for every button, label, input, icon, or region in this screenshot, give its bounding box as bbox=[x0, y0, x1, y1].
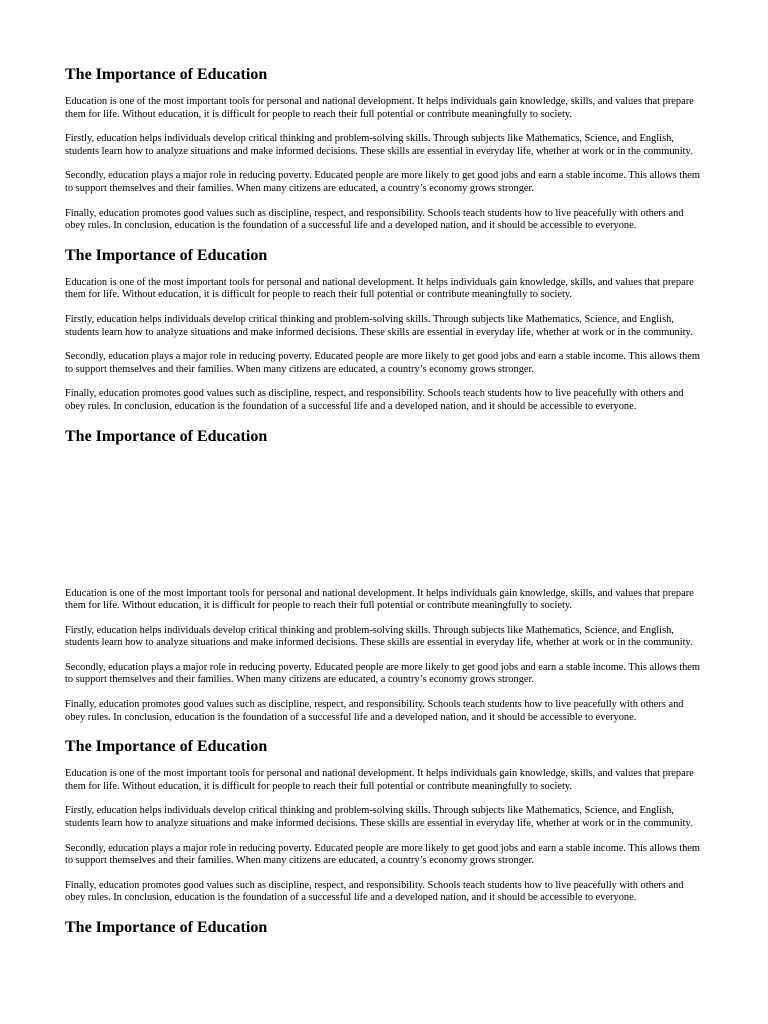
section-heading: The Importance of Education bbox=[65, 738, 268, 756]
blank-space bbox=[65, 458, 705, 588]
paragraph: Secondly, education plays a major role in reducing poverty. Educated people are more likely to get good jobs and earn a stable income. This allows them to support themselves and their families. When many citizens are educated, a country’s economy grows stronger. bbox=[65, 351, 700, 375]
paragraph: Education is one of the most important tools for personal and national development. It helps individuals gain knowledge, skills, and values that prepare them for life. Without education, it is difficult for people to reach their full potential or contribute meaningfully to society. bbox=[65, 276, 694, 301]
section-heading: The Importance of Education bbox=[65, 919, 268, 936]
paragraph: Finally, education promotes good values such as discipline, respect, and responsibility. Schools teach students how to live peacefully with others and obey rules. In conclusion, education is the foundation of a successful life and a developed nation, and it should be accessible to everyone. bbox=[65, 879, 684, 904]
paragraph: Secondly, education plays a major role in reducing poverty. Educated people are more likely to get good jobs and earn a stable income. This allows them to support themselves and their families. When many citizens are educated, a country’s economy grows stronger. bbox=[65, 661, 700, 686]
essay-section bbox=[65, 426, 705, 725]
section-heading: The Importance of Education bbox=[65, 66, 268, 83]
paragraph: Education is one of the most important tools for personal and national development. It helps individuals gain knowledge, skills, and values that prepare them for life. Without education, it is difficult for people to reach their full potential or contribute meaningfully to society. bbox=[65, 587, 694, 612]
paragraph: Finally, education promotes good values such as discipline, respect, and responsibility. Schools teach students how to live peacefully with others and obey rules. In conclusion, education is the foundation of a successful life and a developed nation, and it should be accessible to everyone. bbox=[65, 388, 684, 412]
paragraph: Education is one of the most important tools for personal and national development. It helps individuals gain knowledge, skills, and values that prepare them for life. Without education, it is difficult for people to reach their full potential or contribute meaningfully to society. bbox=[65, 96, 694, 120]
section-heading: The Importance of Education bbox=[65, 427, 268, 445]
paragraph: Finally, education promotes good values such as discipline, respect, and responsibility. Schools teach students how to live peacefully with others and obey rules. In conclusion, education is the foundation of a successful life and a developed nation, and it should be accessible to everyone. bbox=[65, 699, 684, 723]
paragraph: Secondly, education plays a major role in reducing poverty. Educated people are more likely to get good jobs and earn a stable income. This allows them to support themselves and their families. When many citizens are educated, a country’s economy grows stronger. bbox=[65, 842, 700, 867]
document-page bbox=[65, 62, 705, 949]
paragraph: Finally, education promotes good values such as discipline, respect, and responsibility. Schools teach students how to live peacefully with others and obey rules. In conclusion, education is the foundation of a successful life and a developed nation, and it should be accessible to everyone. bbox=[65, 207, 684, 232]
paragraph: Firstly, education helps individuals develop critical thinking and problem-solving skills. Through subjects like Mathematics, Science, and English, students learn how to analyze situations and make informed decisions. These skills are essential in everyday life, whether at work or in the community. bbox=[65, 624, 693, 649]
essay-section bbox=[65, 245, 705, 414]
paragraph: Education is one of the most important tools for personal and national development. It helps individuals gain knowledge, skills, and values that prepare them for life. Without education, it is difficult for people to reach their full potential or contribute meaningfully to society. bbox=[65, 768, 694, 792]
paragraph: Secondly, education plays a major role in reducing poverty. Educated people are more likely to get good jobs and earn a stable income. This allows them to support themselves and their families. When many citizens are educated, a country’s economy grows stronger. bbox=[65, 170, 700, 194]
paragraph: Firstly, education helps individuals develop critical thinking and problem-solving skills. Through subjects like Mathematics, Science, and English, students learn how to analyze situations and make informed decisions. These skills are essential in everyday life, whether at work or in the community. bbox=[65, 313, 693, 338]
paragraph: Firstly, education helps individuals develop critical thinking and problem-solving skills. Through subjects like Mathematics, Science, and English, students learn how to analyze situations and make informed decisions. These skills are essential in everyday life, whether at work or in the community. bbox=[65, 805, 693, 830]
essay-section bbox=[65, 64, 705, 233]
essay-section bbox=[65, 917, 705, 939]
paragraph: Firstly, education helps individuals develop critical thinking and problem-solving skills. Through subjects like Mathematics, Science, and English, students learn how to analyze situations and make informed decisions. These skills are essential in everyday life, whether at work or in the community. bbox=[65, 133, 693, 157]
essay-section bbox=[65, 736, 705, 905]
section-heading: The Importance of Education bbox=[65, 246, 268, 264]
